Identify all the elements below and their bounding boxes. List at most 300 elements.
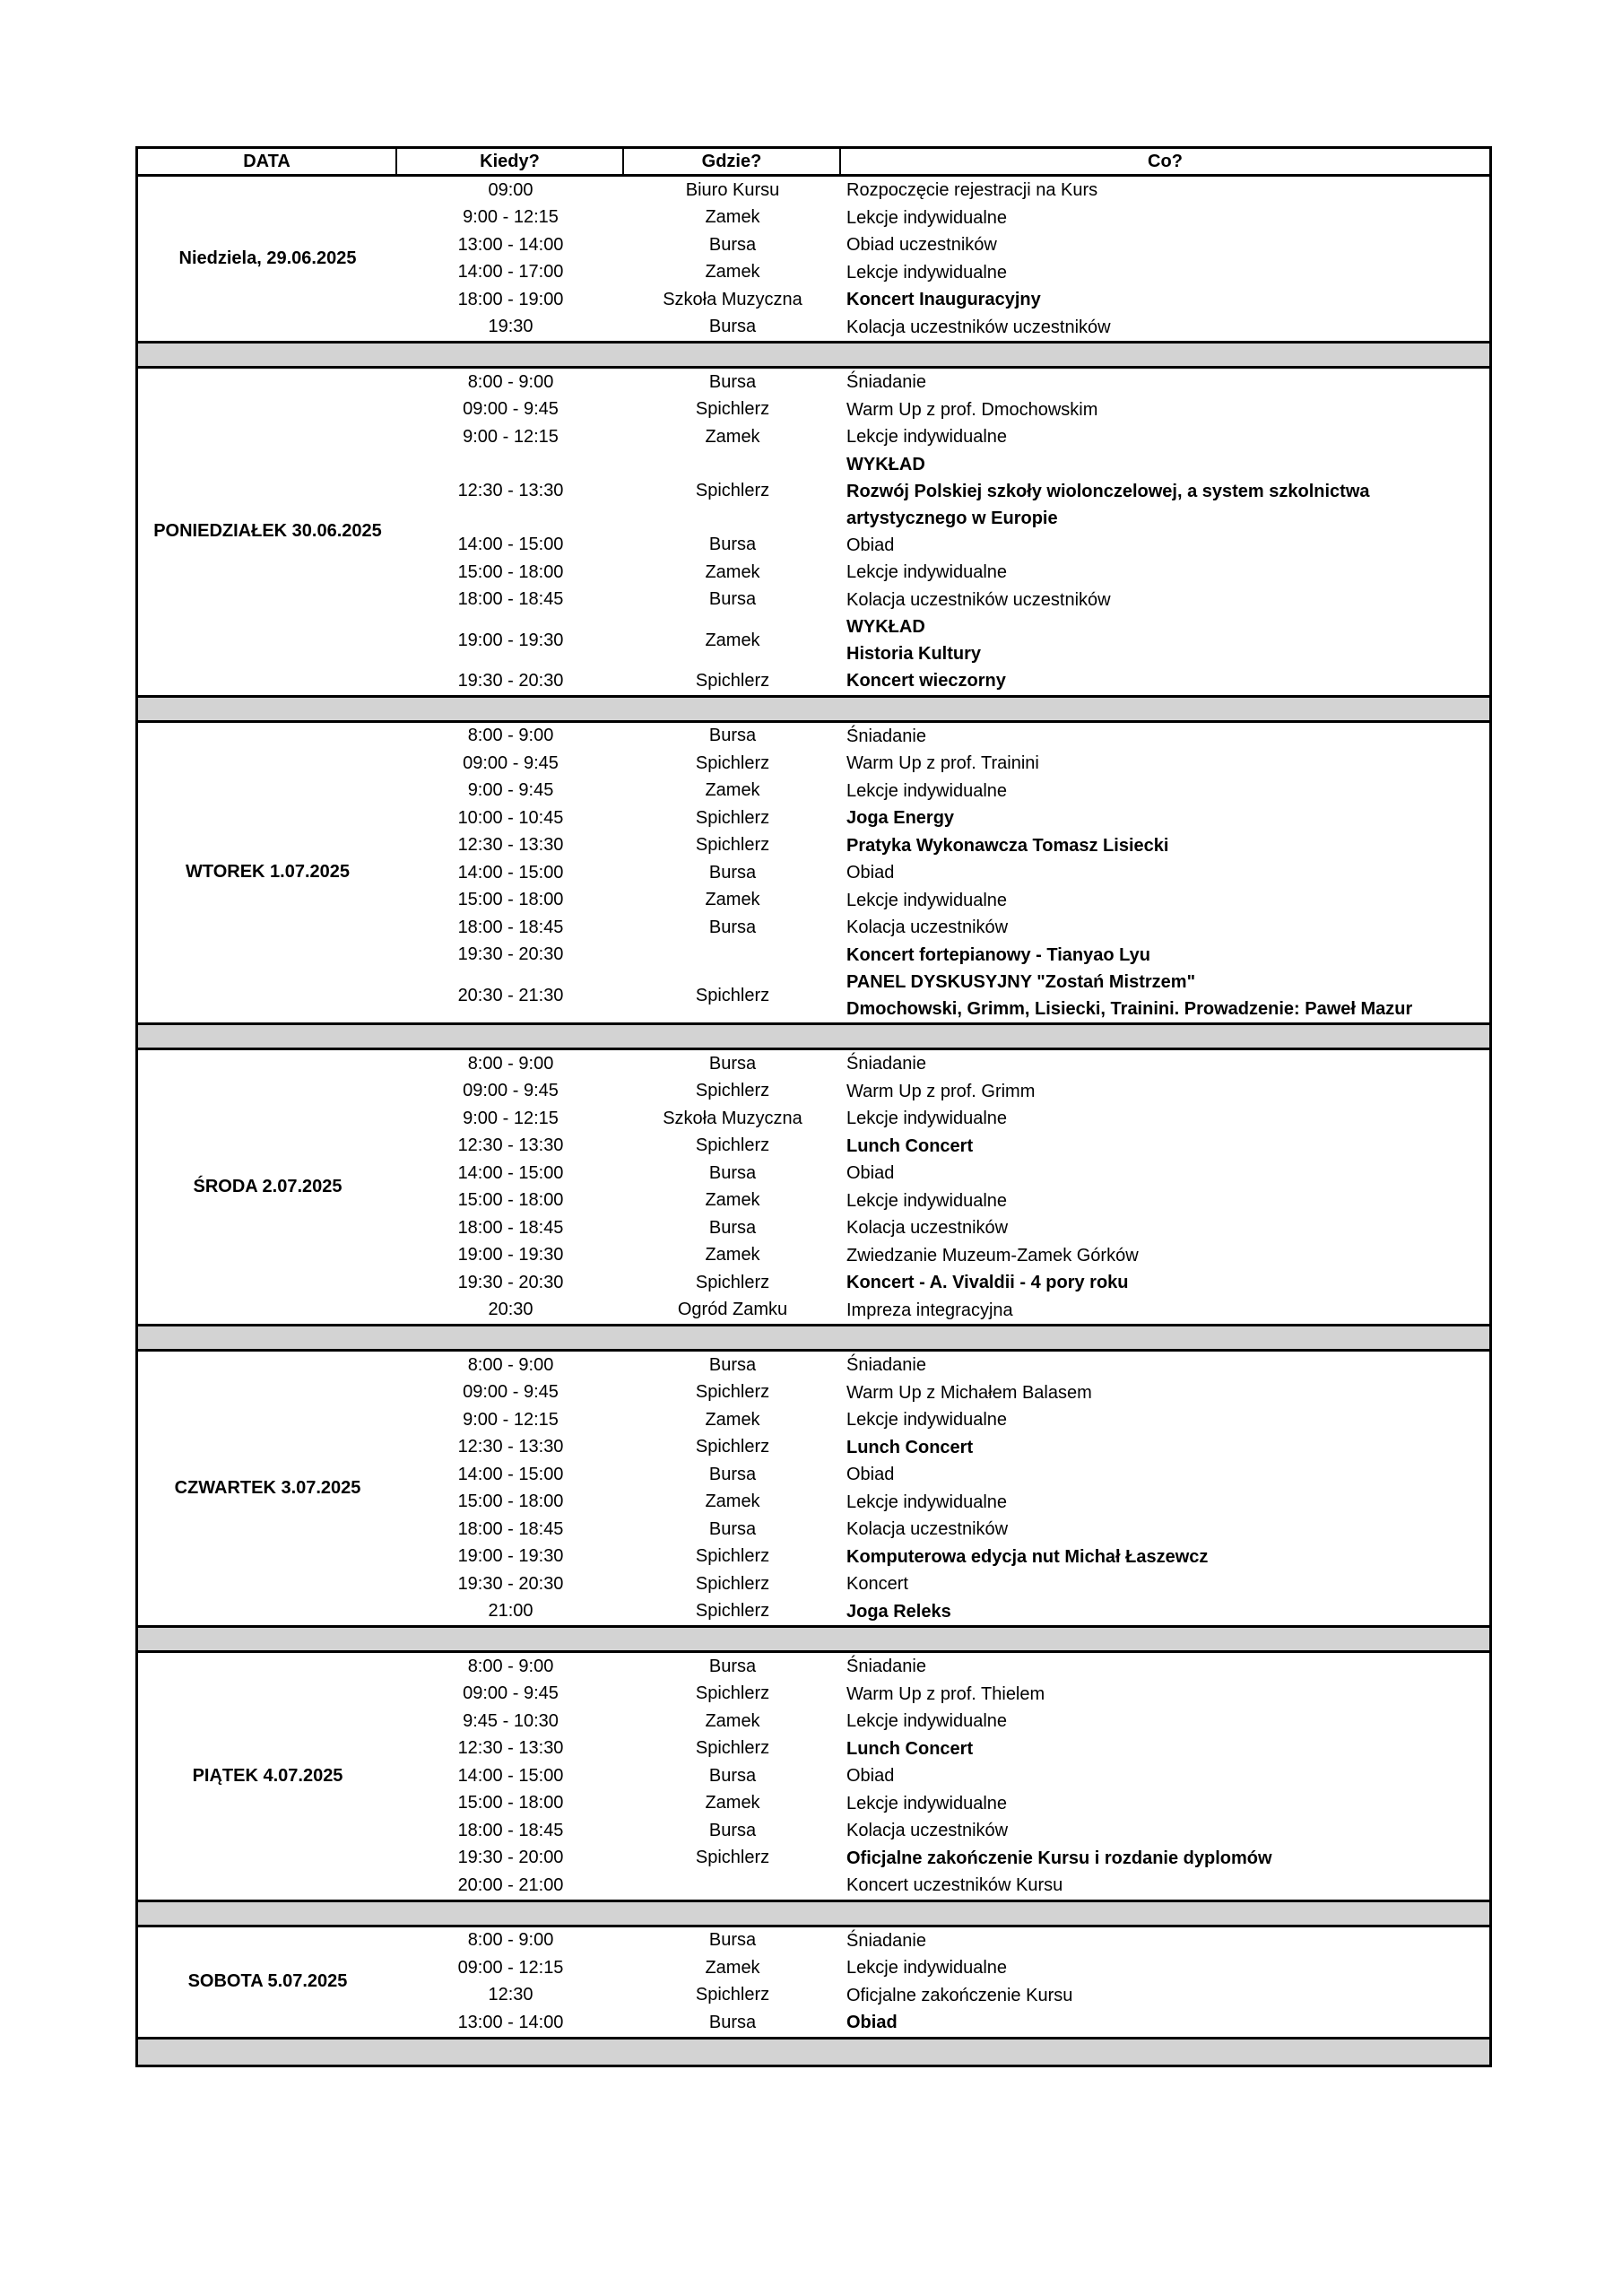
activity-line: Pratyka Wykonawcza Tomasz Lisiecki — [846, 835, 1169, 856]
table-row — [397, 1352, 1489, 1379]
activity-line: Lekcje indywidualne — [846, 1958, 1008, 1979]
place-cell: Bursa — [708, 862, 757, 883]
place-cell: Bursa — [708, 1820, 757, 1840]
table-row — [397, 1762, 1489, 1790]
activity-line: Obiad — [846, 1163, 895, 1184]
table-row — [397, 804, 1489, 832]
activity-line: Śniadanie — [846, 1355, 926, 1376]
table-row — [397, 723, 1489, 751]
time-cell: 9:45 - 10:30 — [463, 1710, 559, 1731]
activity-cell — [841, 1653, 1489, 1681]
activity-cell — [841, 1214, 1489, 1242]
time-cell: 19:00 - 19:30 — [457, 1245, 564, 1265]
activity-line: Lekcje indywidualne — [846, 1410, 1008, 1431]
place-cell: Bursa — [708, 1656, 757, 1676]
table-row — [397, 1817, 1489, 1845]
table-row — [397, 177, 1489, 204]
activity-line: Lunch Concert — [846, 1738, 974, 1759]
activity-line: Kolacja uczestników — [846, 1218, 1009, 1239]
activity-line: Lunch Concert — [846, 1135, 974, 1156]
place-cell: Bursa — [708, 1464, 757, 1484]
day-date: WTOREK 1.07.2025 — [185, 862, 351, 883]
table-row — [397, 613, 1489, 667]
place-cell: Zamek — [705, 1492, 760, 1512]
activity-line: artystycznego w Europie — [846, 508, 1058, 528]
activity-line: WYKŁAD — [846, 617, 925, 637]
table-row — [397, 914, 1489, 942]
activity-cell — [841, 1845, 1489, 1873]
time-cell: 8:00 - 9:00 — [467, 726, 554, 746]
time-cell: 20:00 - 21:00 — [457, 1874, 564, 1895]
activity-line: Koncert wieczorny — [846, 671, 1006, 691]
activity-line: Historia Kultury — [846, 644, 982, 664]
place-cell: Bursa — [708, 535, 757, 555]
time-cell: 9:00 - 12:15 — [463, 426, 559, 447]
table-row — [397, 1570, 1489, 1598]
place-cell: Bursa — [708, 1217, 757, 1238]
activity-line: Zwiedzanie Muzeum-Zamek Górków — [846, 1245, 1139, 1265]
activity-line: Obiad uczestników — [846, 235, 997, 256]
time-cell: 19:30 - 20:00 — [457, 1848, 564, 1868]
table-row — [397, 1050, 1489, 1078]
activity-line: Kolacja uczestników — [846, 1519, 1009, 1540]
place-cell: Szkoła Muzyczna — [663, 289, 802, 309]
place-cell: Bursa — [708, 1518, 757, 1539]
activity-cell — [841, 1050, 1489, 1078]
place-cell: Zamek — [705, 262, 760, 283]
activity-cell — [841, 1242, 1489, 1270]
table-row — [397, 1845, 1489, 1873]
table-row — [397, 1954, 1489, 1982]
activity-line: Rozpoczęcie rejestracji na Kurs — [846, 180, 1098, 201]
place-cell: Zamek — [705, 890, 760, 910]
table-row — [397, 1544, 1489, 1571]
time-cell: 09:00 — [488, 179, 533, 200]
table-row — [397, 1489, 1489, 1517]
day-separator — [138, 2039, 1489, 2065]
time-cell: 09:00 - 9:45 — [463, 1683, 559, 1704]
activity-cell — [841, 1681, 1489, 1709]
header-what: Co? — [1148, 151, 1183, 171]
place-cell: Zamek — [705, 1710, 760, 1731]
activity-cell — [841, 1352, 1489, 1379]
activity-line: Kolacja uczestników uczestników — [846, 589, 1111, 610]
place-cell: Spichlerz — [695, 1601, 770, 1622]
activity-cell — [841, 204, 1489, 232]
activity-line: Obiad — [846, 1766, 895, 1787]
day-rows — [397, 1352, 1489, 1625]
day-block — [138, 723, 1489, 1026]
activity-line: Kolacja uczestników — [846, 1821, 1009, 1841]
table-row — [397, 1214, 1489, 1242]
activity-cell — [841, 942, 1489, 970]
activity-line: Koncert uczestników Kursu — [846, 1875, 1063, 1896]
activity-line: Obiad — [846, 1465, 895, 1485]
activity-cell — [841, 1570, 1489, 1598]
activity-line: WYKŁAD — [846, 454, 925, 474]
day-separator — [138, 698, 1489, 723]
place-cell: Spichlerz — [695, 1437, 770, 1457]
table-row — [397, 1982, 1489, 2010]
place-cell: Spichlerz — [695, 399, 770, 420]
activity-line: Obiad — [846, 863, 895, 883]
activity-line: Koncert Inauguracyjny — [846, 290, 1041, 310]
place-cell: Bursa — [708, 1162, 757, 1183]
activity-cell — [841, 804, 1489, 832]
activity-cell — [841, 259, 1489, 287]
time-cell: 13:00 - 14:00 — [457, 2012, 564, 2032]
activity-cell — [841, 286, 1489, 314]
time-cell: 15:00 - 18:00 — [457, 890, 564, 910]
time-cell: 18:00 - 18:45 — [457, 1518, 564, 1539]
table-row — [397, 832, 1489, 860]
place-cell: Bursa — [708, 371, 757, 392]
activity-cell — [841, 887, 1489, 915]
activity-cell — [841, 177, 1489, 204]
time-cell: 18:00 - 18:45 — [457, 589, 564, 610]
place-cell: Zamek — [705, 630, 760, 650]
activity-cell — [841, 1790, 1489, 1818]
table-row — [397, 451, 1489, 532]
table-row — [397, 1872, 1489, 1900]
place-cell: Bursa — [708, 1354, 757, 1375]
header-date: DATA — [138, 149, 397, 174]
time-cell: 9:00 - 12:15 — [463, 207, 559, 228]
day-date: Niedziela, 29.06.2025 — [178, 248, 357, 268]
activity-line: Oficjalne zakończenie Kursu — [846, 1985, 1073, 2005]
table-row — [397, 2009, 1489, 2037]
activity-line: Lekcje indywidualne — [846, 1711, 1008, 1732]
time-cell: 19:00 - 19:30 — [457, 630, 564, 650]
time-cell: 12:30 - 13:30 — [457, 481, 564, 500]
table-row — [397, 1927, 1489, 1955]
place-cell: Spichlerz — [695, 1546, 770, 1567]
activity-cell — [841, 859, 1489, 887]
place-cell: Spichlerz — [695, 1382, 770, 1403]
place-cell: Bursa — [708, 1765, 757, 1786]
activity-line: Lekcje indywidualne — [846, 427, 1008, 448]
activity-cell — [841, 1735, 1489, 1763]
table-row — [397, 423, 1489, 451]
day-separator — [138, 1326, 1489, 1352]
activity-cell — [841, 451, 1489, 532]
activity-cell — [841, 613, 1489, 667]
day-separator — [138, 1025, 1489, 1050]
activity-cell — [841, 750, 1489, 778]
time-cell: 15:00 - 18:00 — [457, 1793, 564, 1813]
time-cell: 12:30 — [488, 1985, 533, 2005]
time-cell: 8:00 - 9:00 — [467, 1930, 554, 1951]
activity-cell — [841, 832, 1489, 860]
day-date: CZWARTEK 3.07.2025 — [174, 1478, 361, 1498]
table-row — [397, 259, 1489, 287]
time-cell: 12:30 - 13:30 — [457, 835, 564, 856]
time-cell: 19:30 - 20:30 — [457, 1272, 564, 1292]
activity-line: Śniadanie — [846, 1930, 926, 1951]
header-when: Kiedy? — [397, 149, 624, 174]
activity-line: Lekcje indywidualne — [846, 890, 1008, 910]
day-block — [138, 177, 1489, 344]
activity-line: Komputerowa edycja nut Michał Łaszewcz — [846, 1546, 1209, 1567]
activity-line: Obiad — [846, 535, 895, 555]
table-row — [397, 1379, 1489, 1407]
place-cell: Zamek — [705, 1409, 760, 1430]
activity-cell — [841, 1598, 1489, 1626]
table-row — [397, 1105, 1489, 1133]
table-row — [397, 667, 1489, 695]
activity-line: Warm Up z prof. Grimm — [846, 1081, 1036, 1101]
place-cell: Spichlerz — [695, 1272, 770, 1292]
place-cell: Bursa — [708, 317, 757, 337]
activity-line: Oficjalne zakończenie Kursu i rozdanie dyplomów — [846, 1848, 1272, 1868]
place-cell: Spichlerz — [695, 670, 770, 691]
activity-cell — [841, 723, 1489, 751]
activity-cell — [841, 1105, 1489, 1133]
time-cell: 13:00 - 14:00 — [457, 234, 564, 255]
table-row — [397, 369, 1489, 396]
day-separator — [138, 1902, 1489, 1927]
table-row — [397, 1790, 1489, 1818]
activity-line: Śniadanie — [846, 1054, 926, 1074]
time-cell: 09:00 - 9:45 — [463, 1382, 559, 1403]
table-row — [397, 204, 1489, 232]
place-cell: Ogród Zamku — [677, 1300, 788, 1320]
place-cell: Zamek — [705, 1190, 760, 1211]
activity-cell — [841, 1762, 1489, 1790]
time-cell: 18:00 - 18:45 — [457, 917, 564, 937]
time-cell: 20:30 - 21:30 — [457, 985, 564, 1005]
activity-line: Dmochowski, Grimm, Lisiecki, Trainini. Prowadzenie: Paweł Mazur — [846, 999, 1413, 1019]
day-separator — [138, 344, 1489, 369]
activity-cell — [841, 314, 1489, 342]
time-cell: 15:00 - 18:00 — [457, 1190, 564, 1211]
time-cell: 8:00 - 9:00 — [467, 1656, 554, 1676]
activity-cell — [841, 423, 1489, 451]
activity-line: Lekcje indywidualne — [846, 1793, 1008, 1813]
activity-cell — [841, 1078, 1489, 1106]
place-cell: Bursa — [708, 2012, 757, 2032]
table-row — [397, 1735, 1489, 1763]
table-row — [397, 1133, 1489, 1161]
day-separator — [138, 1628, 1489, 1653]
day-rows — [397, 1927, 1489, 2037]
day-block — [138, 1352, 1489, 1628]
activity-line: Impreza integracyjna — [846, 1300, 1013, 1320]
activity-cell — [841, 559, 1489, 587]
day-date: PONIEDZIAŁEK 30.06.2025 — [153, 521, 382, 542]
table-row — [397, 859, 1489, 887]
place-cell: Zamek — [705, 561, 760, 582]
place-cell: Zamek — [705, 426, 760, 447]
place-cell: Spichlerz — [695, 1985, 770, 2005]
time-cell: 8:00 - 9:00 — [467, 371, 554, 392]
activity-line: Warm Up z prof. Thielem — [846, 1683, 1045, 1704]
day-rows — [397, 723, 1489, 1023]
day-date: ŚRODA 2.07.2025 — [193, 1177, 343, 1196]
activity-cell — [841, 396, 1489, 424]
activity-cell — [841, 1954, 1489, 1982]
time-cell: 9:00 - 12:15 — [463, 1409, 559, 1430]
activity-cell — [841, 1461, 1489, 1489]
activity-cell — [841, 1406, 1489, 1434]
time-cell: 14:00 - 15:00 — [457, 1464, 564, 1484]
time-cell: 09:00 - 9:45 — [463, 752, 559, 773]
place-cell: Zamek — [705, 1793, 760, 1813]
header-where: Gdzie? — [624, 149, 841, 174]
table-row — [397, 1434, 1489, 1462]
activity-cell — [841, 1297, 1489, 1325]
activity-line: Kolacja uczestników uczestników — [846, 317, 1111, 337]
table-row — [397, 1160, 1489, 1187]
place-cell: Bursa — [708, 1053, 757, 1074]
time-cell: 19:00 - 19:30 — [457, 1546, 564, 1567]
activity-cell — [841, 231, 1489, 259]
activity-line: Warm Up z prof. Dmochowskim — [846, 399, 1098, 420]
table-row — [397, 1461, 1489, 1489]
activity-cell — [841, 1434, 1489, 1462]
day-block — [138, 1653, 1489, 1902]
activity-cell — [841, 778, 1489, 805]
place-cell: Spichlerz — [695, 835, 770, 856]
time-cell: 20:30 — [488, 1300, 533, 1320]
table-row — [397, 1078, 1489, 1106]
time-cell: 9:00 - 9:45 — [467, 780, 554, 801]
activity-line: Lekcje indywidualne — [846, 1109, 1008, 1129]
place-cell: Spichlerz — [695, 752, 770, 773]
place-cell: Spichlerz — [695, 985, 770, 1005]
activity-line: Śniadanie — [846, 372, 926, 393]
time-cell: 14:00 - 15:00 — [457, 862, 564, 883]
activity-cell — [841, 914, 1489, 942]
time-cell: 19:30 — [488, 317, 533, 337]
activity-cell — [841, 1269, 1489, 1297]
activity-cell — [841, 1982, 1489, 2010]
table-row — [397, 231, 1489, 259]
table-row — [397, 1187, 1489, 1215]
place-cell: Zamek — [705, 780, 760, 801]
day-block — [138, 369, 1489, 698]
activity-cell — [841, 1817, 1489, 1845]
table-body — [138, 177, 1489, 2065]
activity-line: Rozwój Polskiej szkoły wiolonczelowej, a system szkolnictwa — [846, 481, 1370, 501]
activity-cell — [841, 587, 1489, 614]
place-cell — [624, 1872, 841, 1900]
time-cell: 19:30 - 20:30 — [457, 1573, 564, 1594]
place-cell: Spichlerz — [695, 807, 770, 828]
time-cell: 14:00 - 17:00 — [457, 262, 564, 283]
table-row — [397, 887, 1489, 915]
activity-line: Lekcje indywidualne — [846, 562, 1008, 583]
activity-cell — [841, 1187, 1489, 1215]
time-cell: 09:00 - 12:15 — [457, 1957, 564, 1978]
activity-line: Koncert — [846, 1574, 908, 1595]
day-rows — [397, 177, 1489, 341]
time-cell: 12:30 - 13:30 — [457, 1437, 564, 1457]
table-row — [397, 286, 1489, 314]
table-row — [397, 314, 1489, 342]
time-cell: 9:00 - 12:15 — [463, 1108, 559, 1128]
place-cell: Zamek — [705, 1957, 760, 1978]
activity-cell — [841, 1516, 1489, 1544]
activity-line: Lekcje indywidualne — [846, 1492, 1008, 1512]
table-row — [397, 942, 1489, 970]
table-row — [397, 969, 1489, 1022]
time-cell: 15:00 - 18:00 — [457, 1492, 564, 1512]
activity-line: Joga Releks — [846, 1601, 951, 1622]
time-cell: 8:00 - 9:00 — [467, 1053, 554, 1074]
time-cell: 19:30 - 20:30 — [457, 670, 564, 691]
place-cell: Bursa — [708, 1930, 757, 1951]
day-rows — [397, 369, 1489, 695]
table-row — [397, 1653, 1489, 1681]
table-row — [397, 1598, 1489, 1626]
place-cell: Bursa — [708, 726, 757, 746]
activity-cell — [841, 532, 1489, 560]
time-cell: 12:30 - 13:30 — [457, 1738, 564, 1759]
table-row — [397, 750, 1489, 778]
activity-line: Lekcje indywidualne — [846, 780, 1008, 801]
activity-line: Joga Energy — [846, 808, 955, 829]
place-cell: Bursa — [708, 917, 757, 937]
activity-line: PANEL DYSKUSYJNY "Zostań Mistrzem" — [846, 972, 1196, 992]
activity-cell — [841, 1379, 1489, 1407]
activity-line: Warm Up z Michałem Balasem — [846, 1382, 1092, 1403]
activity-line: Lunch Concert — [846, 1437, 974, 1457]
place-cell: Spichlerz — [695, 1081, 770, 1101]
activity-cell — [841, 1133, 1489, 1161]
activity-cell — [841, 2009, 1489, 2037]
day-date: SOBOTA 5.07.2025 — [187, 1971, 348, 1991]
place-cell: Biuro Kursu — [685, 179, 780, 200]
place-cell: Szkoła Muzyczna — [663, 1108, 802, 1128]
table-row — [397, 532, 1489, 560]
time-cell: 19:30 - 20:30 — [457, 944, 564, 965]
activity-cell — [841, 1872, 1489, 1900]
activity-cell — [841, 1544, 1489, 1571]
time-cell: 09:00 - 9:45 — [463, 399, 559, 420]
time-cell: 14:00 - 15:00 — [457, 1765, 564, 1786]
table-row — [397, 778, 1489, 805]
time-cell: 14:00 - 15:00 — [457, 1162, 564, 1183]
table-row — [397, 1269, 1489, 1297]
activity-line: Śniadanie — [846, 1657, 926, 1677]
activity-line: Lekcje indywidualne — [846, 1190, 1008, 1211]
schedule-table — [135, 146, 1492, 2067]
activity-cell — [841, 667, 1489, 695]
table-row — [397, 587, 1489, 614]
time-cell: 09:00 - 9:45 — [463, 1081, 559, 1101]
day-date: PIĄTEK 4.07.2025 — [192, 1765, 343, 1786]
day-rows — [397, 1050, 1489, 1324]
place-cell — [624, 942, 841, 970]
activity-line: Kolacja uczestników — [846, 918, 1009, 938]
place-cell: Spichlerz — [695, 1683, 770, 1704]
time-cell: 12:30 - 13:30 — [457, 1135, 564, 1156]
activity-cell — [841, 1708, 1489, 1735]
table-row — [397, 1297, 1489, 1325]
place-cell: Spichlerz — [695, 1738, 770, 1759]
activity-cell — [841, 1160, 1489, 1187]
time-cell: 15:00 - 18:00 — [457, 561, 564, 582]
time-cell: 18:00 - 19:00 — [457, 289, 564, 309]
place-cell: Bursa — [708, 589, 757, 610]
activity-cell — [841, 969, 1489, 1022]
table-row — [397, 396, 1489, 424]
table-row — [397, 559, 1489, 587]
place-cell: Spichlerz — [695, 1135, 770, 1156]
place-cell: Spichlerz — [695, 1848, 770, 1868]
place-cell: Zamek — [705, 1245, 760, 1265]
